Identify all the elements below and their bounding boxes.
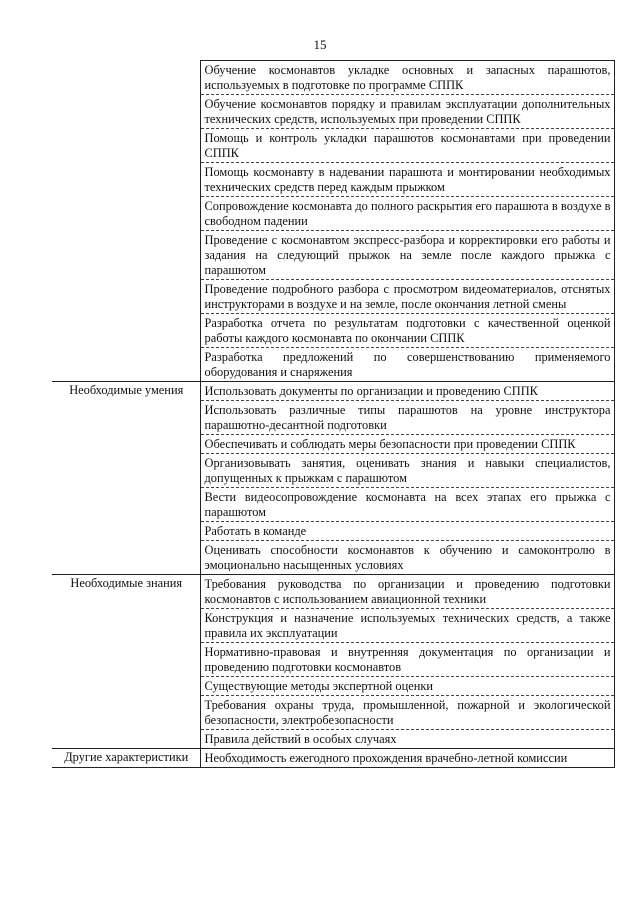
- requirement-item: Сопровождение космонавта до полного раскрытия его парашюта в воздухе в свободном падении: [200, 197, 614, 231]
- table-row: [52, 749, 614, 768]
- section-label: Другие характеристики: [52, 749, 200, 768]
- requirement-item: Разработка предложений по совершенствованию применяемого оборудования и снаряжения: [200, 348, 614, 382]
- requirement-item: Обучение космонавтов порядку и правилам эксплуатации дополнительных технических средств, используемых при проведении СППК: [200, 95, 614, 129]
- requirement-item: Работать в команде: [200, 522, 614, 541]
- requirement-item: Конструкция и назначение используемых технических средств, а также правила их эксплуатации: [200, 609, 614, 643]
- section-label: Необходимые знания: [52, 575, 200, 749]
- requirement-item: Помощь и контроль укладки парашютов космонавтами при проведении СППК: [200, 129, 614, 163]
- section-label: Необходимые умения: [52, 382, 200, 575]
- table-row: [52, 382, 614, 401]
- table-row: [52, 575, 614, 609]
- requirement-item: Необходимость ежегодного прохождения врачебно-летной комиссии: [200, 749, 614, 768]
- requirements-table: [52, 60, 615, 768]
- requirement-item: Требования охраны труда, промышленной, пожарной и экологической безопасности, электробезопасности: [200, 696, 614, 730]
- requirement-item: Нормативно-правовая и внутренняя документация по организации и проведению подготовки космонавтов: [200, 643, 614, 677]
- requirements-table-container: [52, 60, 614, 768]
- requirement-item: Разработка отчета по результатам подготовки с качественной оценкой работы каждого космонавта по окончании СППК: [200, 314, 614, 348]
- requirement-item: Оценивать способности космонавтов к обучению и самоконтролю в эмоционально насыщенных условиях: [200, 541, 614, 575]
- requirement-item: Проведение с космонавтом экспресс-разбора и корректировки его работы и задания на следующий прыжок на земле после каждого прыжка с парашютом: [200, 231, 614, 280]
- table-row: [52, 61, 614, 95]
- requirement-item: Обеспечивать и соблюдать меры безопасности при проведении СППК: [200, 435, 614, 454]
- requirement-item: Существующие методы экспертной оценки: [200, 677, 614, 696]
- requirement-item: Вести видеосопровождение космонавта на всех этапах его прыжка с парашютом: [200, 488, 614, 522]
- requirement-item: Проведение подробного разбора с просмотром видеоматериалов, отснятых инструкторами в воздухе и на земле, после окончания летной смены: [200, 280, 614, 314]
- requirement-item: Использовать различные типы парашютов на уровне инструктора парашютно-десантной подготовки: [200, 401, 614, 435]
- requirement-item: Помощь космонавту в надевании парашюта и монтировании необходимых технических средств перед каждым прыжком: [200, 163, 614, 197]
- page-number: 15: [313, 37, 327, 52]
- section-label: [52, 61, 200, 382]
- requirements-table-body: [52, 61, 614, 768]
- requirement-item: Правила действий в особых случаях: [200, 730, 614, 749]
- requirement-item: Требования руководства по организации и проведению подготовки космонавтов с использованием авиационной техники: [200, 575, 614, 609]
- requirement-item: Использовать документы по организации и проведению СППК: [200, 382, 614, 401]
- requirement-item: Организовывать занятия, оценивать знания и навыки специалистов, допущенных к прыжкам с парашютом: [200, 454, 614, 488]
- requirement-item: Обучение космонавтов укладке основных и запасных парашютов, используемых в подготовке по программе СППК: [200, 61, 614, 95]
